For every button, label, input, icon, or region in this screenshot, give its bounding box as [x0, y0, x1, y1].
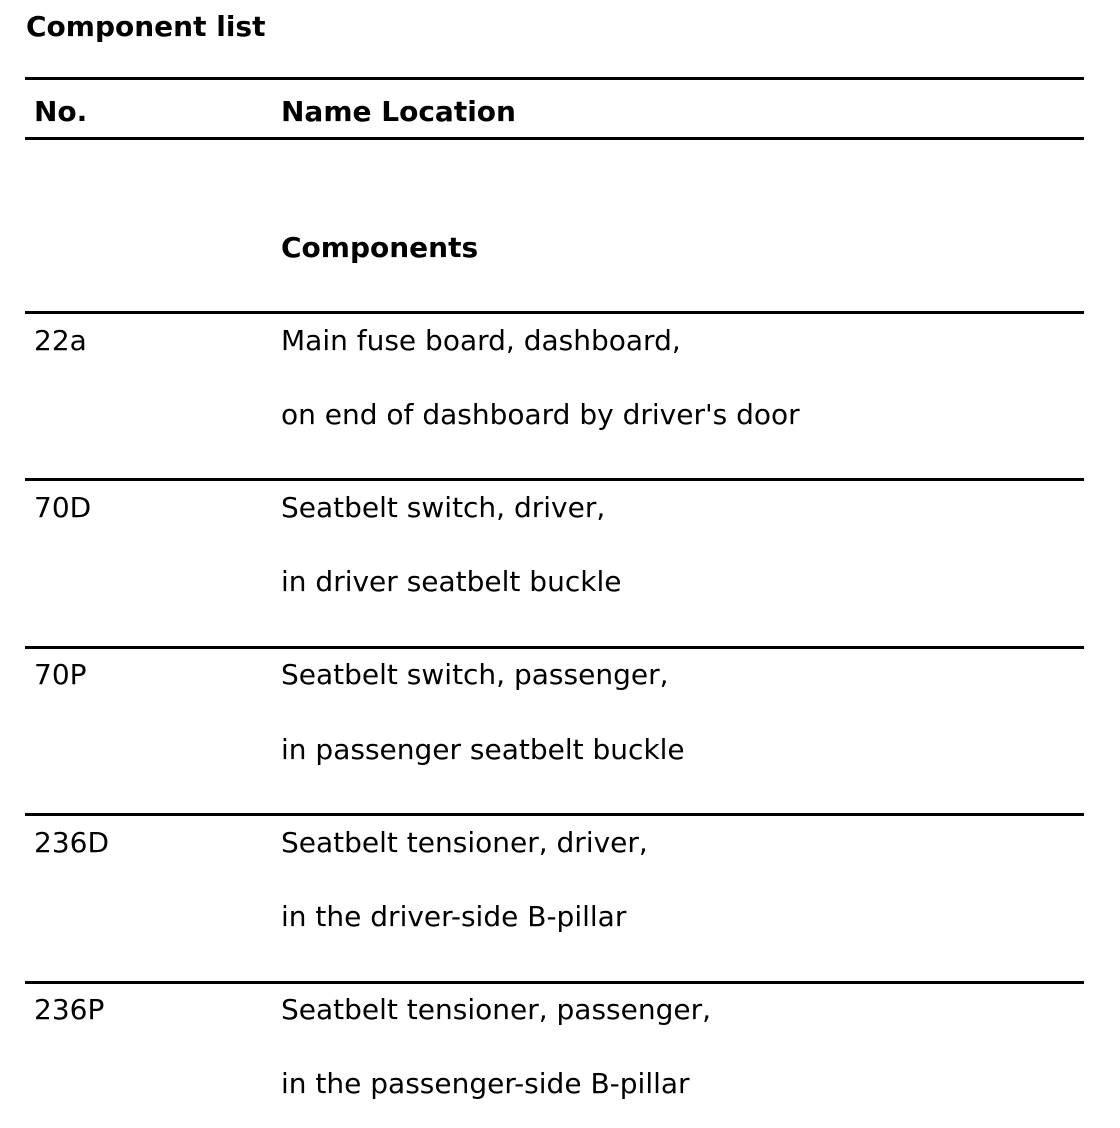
row-number: 236D: [34, 826, 110, 859]
row-location: in the passenger-side B-pillar: [281, 1067, 690, 1100]
row-name: Seatbelt tensioner, passenger,: [281, 993, 712, 1026]
row-number: 70D: [34, 491, 92, 524]
header-top-rule: [25, 77, 1084, 80]
row-location: in the driver-side B-pillar: [281, 900, 627, 933]
row-divider: [25, 646, 1084, 649]
row-location: in driver seatbelt buckle: [281, 565, 622, 598]
section-heading: Components: [281, 231, 479, 264]
row-number: 22a: [34, 324, 87, 357]
row-name: Main fuse board, dashboard,: [281, 324, 681, 357]
row-location: on end of dashboard by driver's door: [281, 398, 800, 431]
row-number: 236P: [34, 993, 105, 1026]
column-header-no: No.: [34, 95, 88, 128]
document-title: Component list: [26, 10, 266, 43]
row-divider: [25, 311, 1084, 314]
row-divider: [25, 981, 1084, 984]
column-header-name-location: Name Location: [281, 95, 516, 128]
row-name: Seatbelt tensioner, driver,: [281, 826, 648, 859]
row-divider: [25, 478, 1084, 481]
row-name: Seatbelt switch, driver,: [281, 491, 606, 524]
row-name: Seatbelt switch, passenger,: [281, 658, 669, 691]
header-bottom-rule: [25, 137, 1084, 140]
row-number: 70P: [34, 658, 87, 691]
row-location: in passenger seatbelt buckle: [281, 733, 685, 766]
row-divider: [25, 813, 1084, 816]
